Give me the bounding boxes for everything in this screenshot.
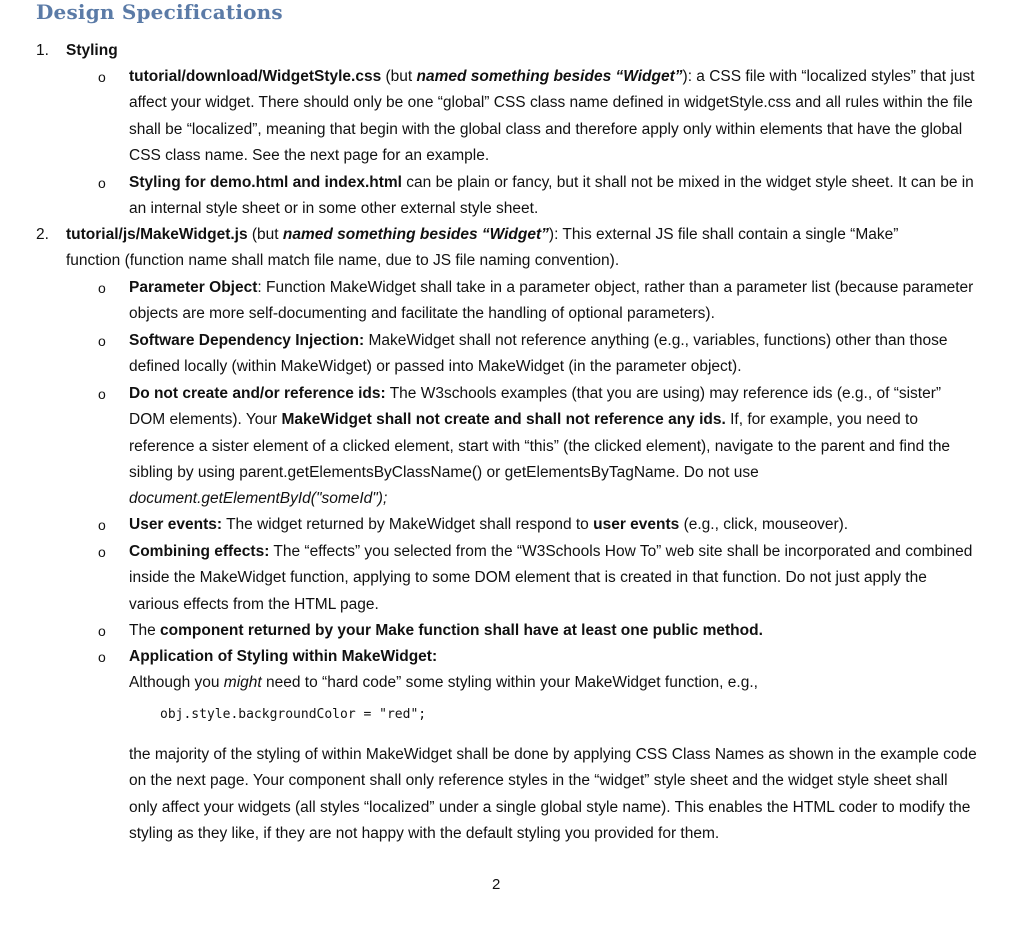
list-item	[98, 170, 978, 223]
section-2-path: tutorial/js/MakeWidget.js	[66, 226, 248, 243]
bullet-icon: o	[98, 649, 106, 665]
list-item: o Software Dependency Injection: MakeWidget shall not reference anything (e.g., variables, functions) other than those defined locally (within MakeWidget) or passed into MakeWidget (in the parameter object).	[98, 328, 978, 381]
bullet-icon: o	[98, 280, 106, 296]
bullet-icon: o	[98, 333, 106, 349]
list-item-continuation: the majority of the styling of within MakeWidget shall be done by applying CSS Class Names as shown in the example code on the next page. Your component shall only reference styles in the “widget” style sheet and the widget style sheet shall only affect your widgets (all styles “localized” under a single global style name). This enables the HTML coder to modify the styling as they like, if they are not happy with the default styling you provided for them.	[129, 746, 977, 842]
bullet-icon: o	[98, 386, 106, 402]
code-sample: obj.style.backgroundColor = "red";	[160, 707, 427, 722]
page-number: 2	[492, 876, 501, 893]
section-2-text: : This external JS file shall contain a single “Make” function (function name shall match file name, due to JS file naming convention).	[66, 226, 899, 269]
item-text: can be plain or fancy, but it shall not be mixed in the widget style sheet. It can be in an internal style sheet or in some other external style sheet.	[129, 174, 974, 218]
list-item: o The component returned by your Make function shall have at least one public method.	[98, 618, 978, 644]
bullet-icon: o	[98, 69, 106, 85]
list-item: o Combining effects: The “effects” you selected from the “W3Schools How To” web site shall be incorporated and combined inside the MakeWidget function, applying to some DOM element that is created in that function. Do not just apply the various effects from the HTML page.	[98, 539, 978, 618]
list-item: o Do not create and/or reference ids: The W3schools examples (that you are using) may reference ids (e.g., of “sister” DOM elements). Your MakeWidget shall not create and shall not reference any ids. If, for example, you need to reference a sister element of a clicked element, start with “this” (the clicked element), navigate to the parent and find the sibling by using parent.getElementsByClassName() or getElementsByTagName. Do not use document.getElementById("someId");	[98, 381, 978, 512]
item-bold: Styling for demo.html and index.html	[129, 174, 402, 191]
section-1-title: Styling	[66, 42, 118, 59]
list-item: o Parameter Object: Function MakeWidget shall take in a parameter object, rather than a parameter list (because parameter objects are more self-documenting and facilitate the handling of optional parameters).	[98, 275, 978, 328]
section-2-header: 2. tutorial/js/MakeWidget.js (but named something besides “Widget”): This external JS file shall contain a single “Make” function (function name shall match file name, due to JS file naming convention).	[36, 222, 936, 274]
section-1-number: 1.	[36, 42, 49, 59]
list-item: o User events: The widget returned by MakeWidget shall respond to user events (e.g., click, mouseover).	[98, 512, 978, 538]
item-text: : a CSS file with “localized styles” that just affect your widget. There should only be one “global” CSS class name defined in widgetStyle.css and all rules within the file shall be “localized”, meaning that begin with the global class and therefore apply only within elements that have the global CSS class name. See the next page for an example.	[129, 68, 975, 164]
bullet-icon: o	[98, 623, 106, 639]
bullet-icon: o	[98, 175, 106, 191]
item-path: tutorial/download/WidgetStyle.css	[129, 68, 382, 85]
section-2-number: 2.	[36, 226, 49, 243]
item-emphasis: named something besides “Widget”	[416, 68, 683, 85]
list-item: o tutorial/download/WidgetStyle.css (but named something besides “Widget”): a CSS file with “localized styles” that just affect your widget. There should only be one “global” CSS class name defined in widgetStyle.css and all rules within the file shall be “localized”, meaning that begin with the global class and therefore apply only within elements that have the global CSS class name. See the next page for an example.	[98, 64, 978, 169]
bullet-icon: o	[98, 544, 106, 560]
page-heading: Design Specifications	[36, 0, 283, 24]
section-1-header	[36, 38, 118, 64]
bullet-icon: o	[98, 517, 106, 533]
list-item: o Application of Styling within MakeWidget: Although you might need to “hard code” some styling within your MakeWidget function, e.g.,	[98, 644, 978, 697]
